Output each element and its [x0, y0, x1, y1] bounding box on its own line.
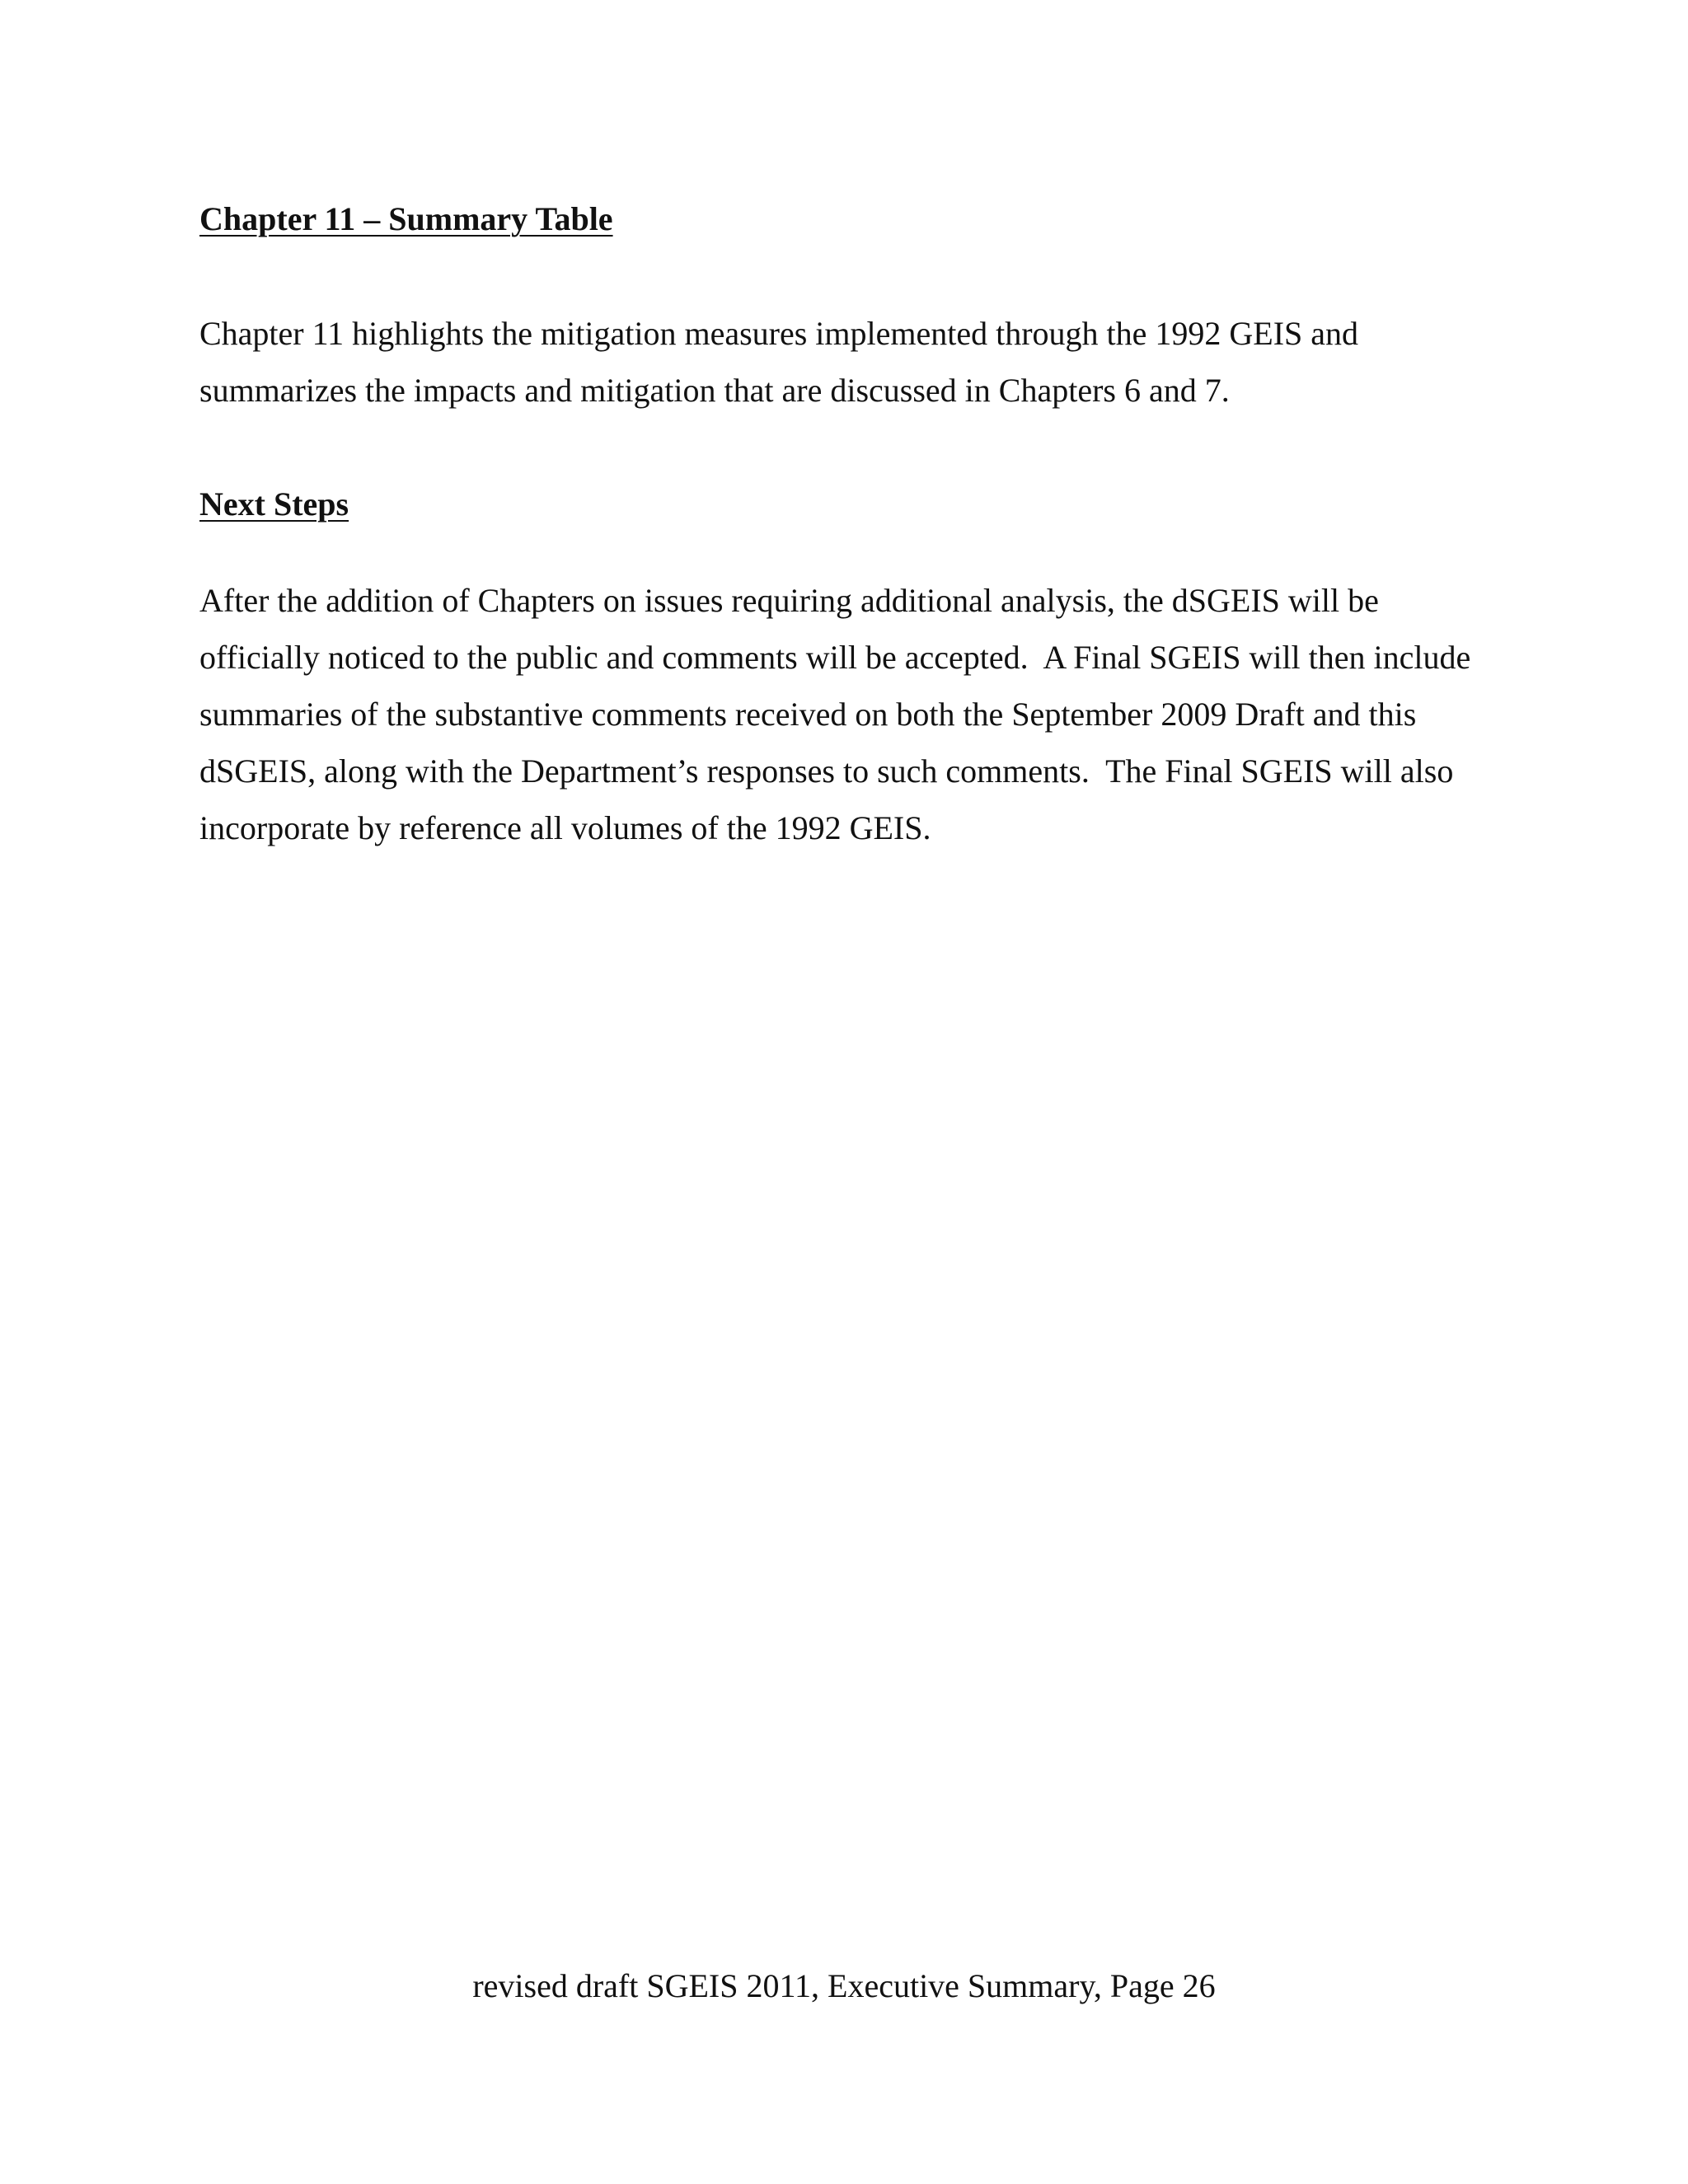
section-heading-next-steps: Next Steps: [199, 485, 349, 523]
section-paragraph-chapter-11: Chapter 11 highlights the mitigation measures implemented through the 1992 GEIS and summarizes the impacts and mitigation that are discussed in Chapters 6 and 7.: [199, 315, 1359, 409]
page-footer: revised draft SGEIS 2011, Executive Summary, Page 26: [472, 1967, 1216, 2004]
section-paragraph-next-steps: After the addition of Chapters on issues requiring additional analysis, the dSGEIS will be officially noticed to the public and comments will be accepted. A Final SGEIS will then include summaries of the substantive comments received on both the September 2009 Draft and this dSGEIS, along with the Department’s responses to such comments. The Final SGEIS will also incorporate by reference all volumes of the 1992 GEIS.: [199, 582, 1479, 846]
section-heading-chapter-11: Chapter 11 – Summary Table: [199, 200, 613, 237]
page-content: [199, 191, 1502, 856]
